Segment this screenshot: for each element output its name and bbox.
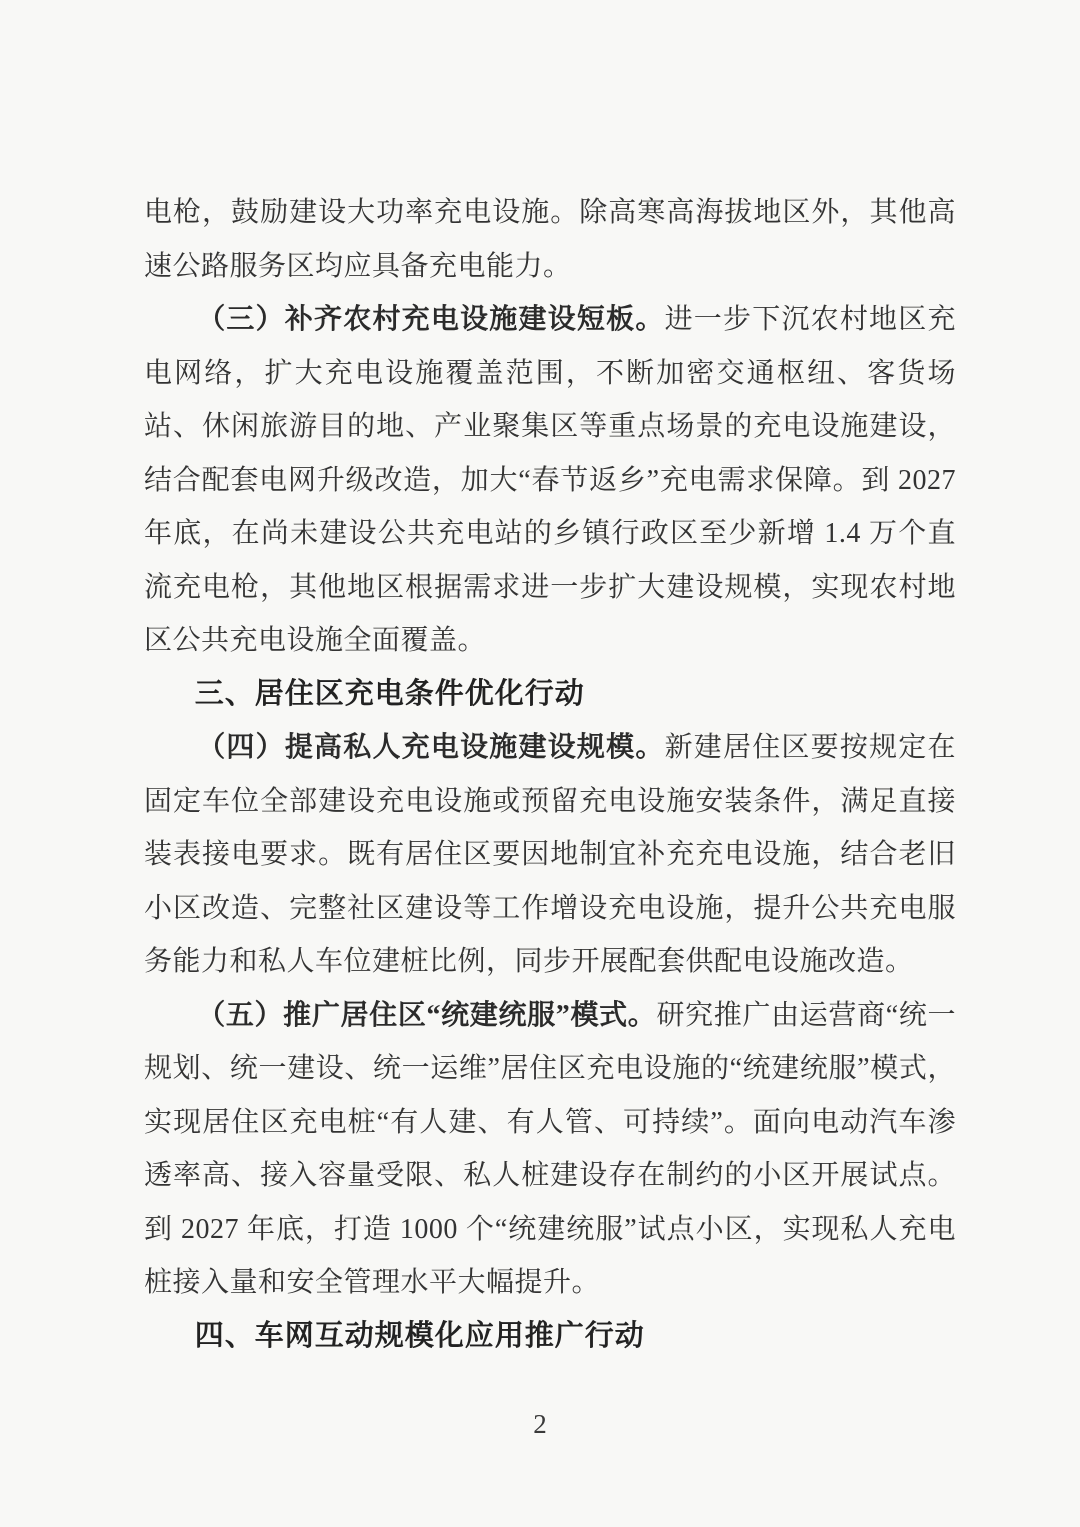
item-4-bold-lead: （四）提高私人充电设施建设规模。 — [197, 732, 665, 763]
paragraph-continuation — [144, 186, 956, 293]
paragraph-item-3 — [144, 293, 956, 668]
section-heading-3: 三、居住区充电条件优化行动 — [194, 677, 585, 710]
item-3-bold-lead: （三）补齐农村充电设施建设短板。 — [197, 304, 665, 335]
paragraph-text: 电枪，鼓励建设大功率充电设施。除高寒高海拔地区外，其他高速公路服务区均应具备充电能力。 — [144, 197, 956, 282]
item-3-text: 进一步下沉农村地区充电网络，扩大充电设施覆盖范围，不断加密交通枢纽、客货场站、休闲旅游目的地、产业聚集区等重点场景的充电设施建设，结合配套电网升级改造，加大“春节返乡”充电需求保障。到 2027 年底，在尚未建设公共充电站的乡镇行政区至少新增 1.4 万个直流充电枪，其他地区根据需求进一步扩大建设规模，实现农村地区公共充电设施全面覆盖。 — [144, 304, 956, 656]
item-5-bold-lead: （五）推广居住区“统建统服”模式。 — [197, 999, 657, 1031]
item-4-text: 新建居住区要按规定在固定车位全部建设充电设施或预留充电设施安装条件，满足直接装表接电要求。既有居住区要因地制宜补充充电设施，结合老旧小区改造、完整社区建设等工作增设充电设施，提升公共充电服务能力和私人车位建桩比例，同步开展配套供配电设施改造。 — [144, 732, 956, 977]
paragraph-item-5 — [144, 989, 956, 1310]
item-5-text: 研究推广由运营商“统一规划、统一建设、统一运维”居住区充电设施的“统建统服”模式，实现居住区充电桩“有人建、有人管、可持续”。面向电动汽车渗透率高、接入容量受限、私人桩建设存在制约的小区开展试点。到 2027 年底，打造 1000 个“统建统服”试点小区，实现私人充电桩接入量和安全管理水平大幅提升。 — [144, 999, 956, 1298]
section-heading-4: 四、车网互动规模化应用推广行动 — [194, 1319, 645, 1352]
paragraph-item-4 — [144, 721, 956, 989]
document-body — [144, 186, 956, 1363]
page-number: 2 — [533, 1409, 547, 1439]
